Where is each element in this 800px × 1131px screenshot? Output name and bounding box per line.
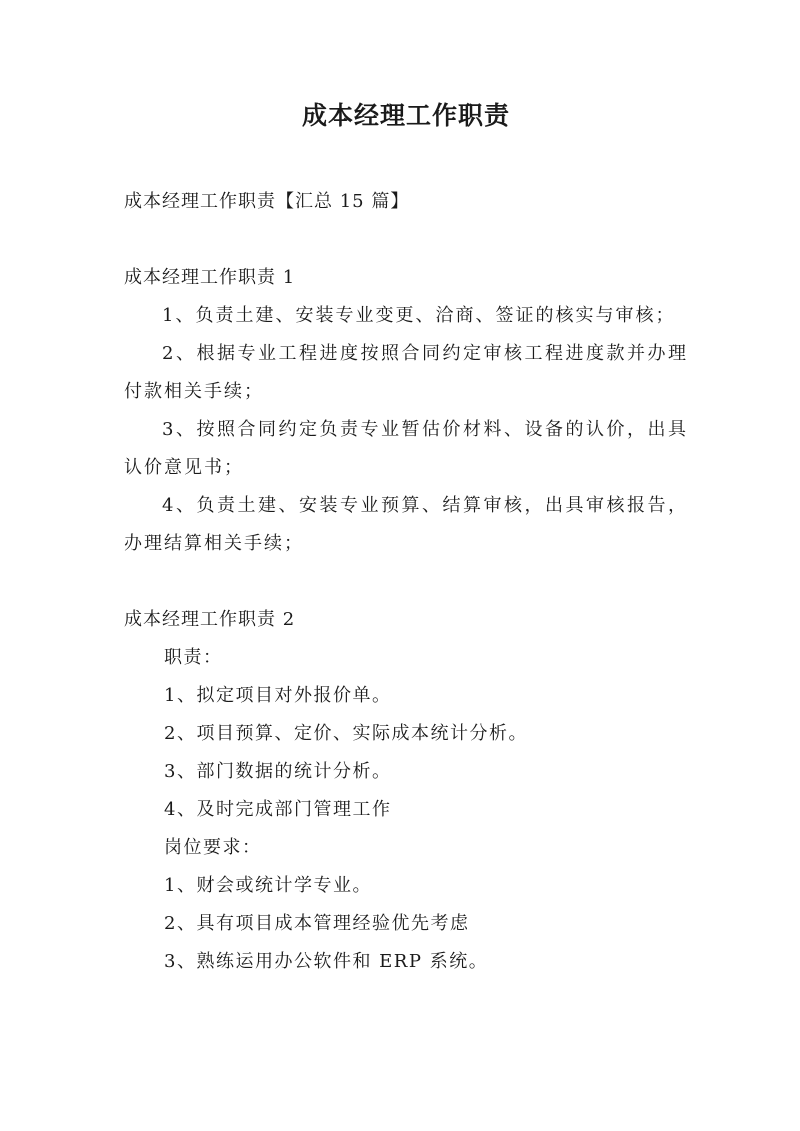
requirement-item: 3、熟练运用办公软件和 ERP 系统。 bbox=[164, 951, 489, 972]
document-title: 成本经理工作职责 bbox=[301, 101, 510, 130]
duty-item: 2、项目预算、定价、实际成本统计分析。 bbox=[164, 723, 528, 744]
requirement-item: 2、具有项目成本管理经验优先考虑 bbox=[164, 913, 470, 934]
document-summary: 成本经理工作职责【汇总 15 篇】 bbox=[124, 191, 410, 212]
section-1-item: 3、按照合同约定负责专业暂估价材料、设备的认价，出具认价意见书； bbox=[124, 419, 688, 478]
section-1-heading: 成本经理工作职责 1 bbox=[124, 267, 296, 288]
section-2-heading: 成本经理工作职责 2 bbox=[124, 609, 296, 630]
section-1-item: 1、负责土建、安装专业变更、洽商、签证的核实与审核； bbox=[162, 305, 676, 326]
duty-item: 4、及时完成部门管理工作 bbox=[164, 799, 392, 820]
section-2 bbox=[124, 601, 688, 981]
requirement-item: 1、财会或统计学专业。 bbox=[164, 875, 372, 896]
duty-item: 3、部门数据的统计分析。 bbox=[164, 761, 392, 782]
section-1-item: 4、负责土建、安装专业预算、结算审核，出具审核报告，办理结算相关手续； bbox=[124, 495, 688, 554]
duties-label: 职责： bbox=[164, 647, 223, 668]
section-1-item: 2、根据专业工程进度按照合同约定审核工程进度款并办理付款相关手续； bbox=[124, 343, 688, 402]
requirements-label: 岗位要求： bbox=[164, 837, 262, 858]
duty-item: 1、拟定项目对外报价单。 bbox=[164, 685, 392, 706]
section-1 bbox=[124, 259, 688, 563]
